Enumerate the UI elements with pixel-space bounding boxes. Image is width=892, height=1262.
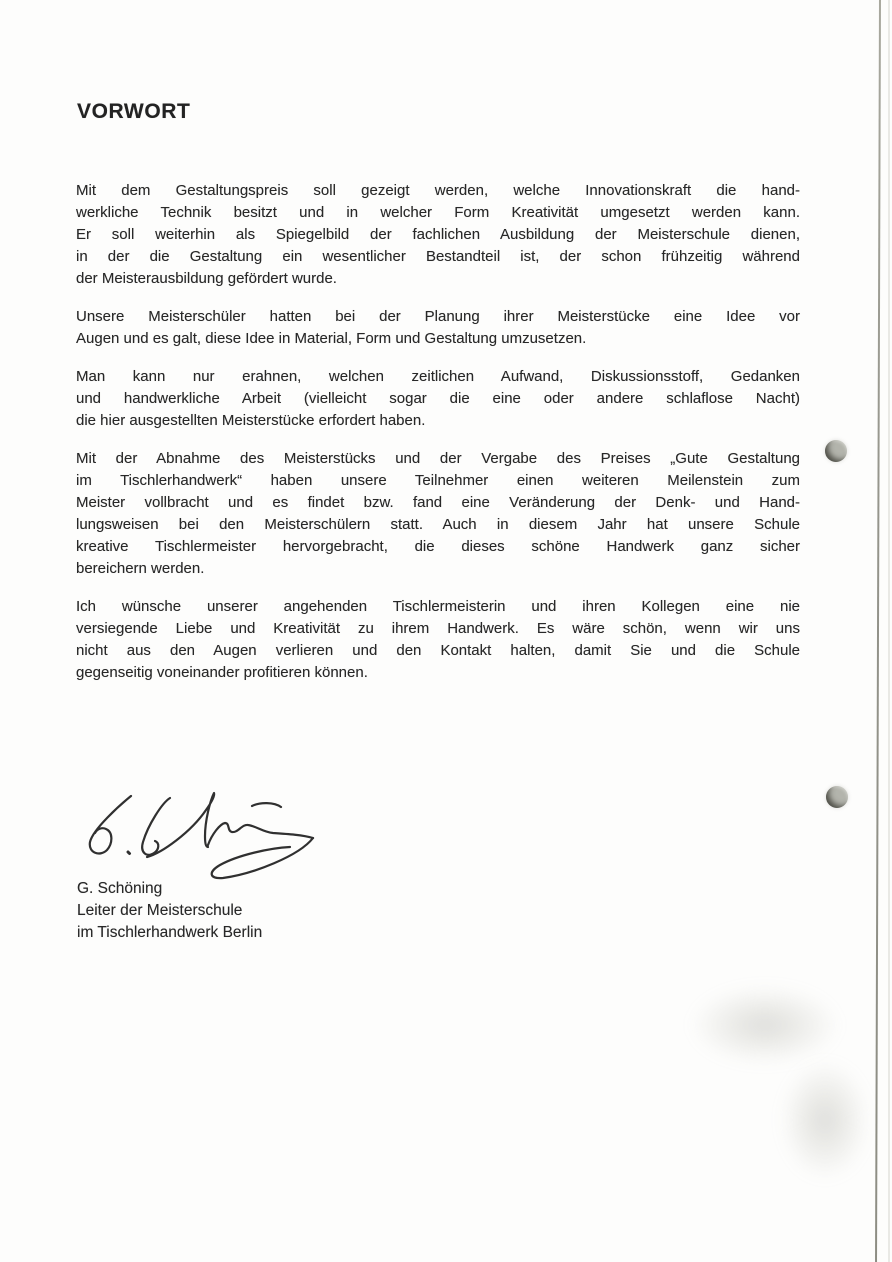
paragraph-line: Ich wünsche unserer angehenden Tischlermeisterin und ihren Kollegen eine nie [76,598,800,615]
paragraph [76,596,800,684]
hole-punch-bottom [826,786,848,808]
hole-punch-top [825,440,847,462]
paragraph-line: Mit der Abnahme des Meisterstücks und der Vergabe des Preises „Gute Gestaltung [76,450,800,467]
paragraph-line: Meister vollbracht und es findet bzw. fand eine Veränderung der Denk- und Hand- [76,494,800,511]
document-body [76,180,800,700]
paragraph-line: die hier ausgestellten Meisterstücke erfordert haben. [76,412,426,429]
paragraph-line: der Meisterausbildung gefördert wurde. [76,270,337,287]
paragraph-line: kreative Tischlermeister hervorgebracht, die dieses schöne Handwerk ganz sicher [76,538,800,555]
paragraph-line: Augen und es galt, diese Idee in Material, Form und Gestaltung umzusetzen. [76,330,587,347]
paragraph [76,448,800,580]
paragraph-line: Man kann nur erahnen, welchen zeitlichen Aufwand, Diskussionsstoff, Gedanken [76,368,800,385]
paragraph-line: nicht aus den Augen verlieren und den Kontakt halten, damit Sie und die Schule [76,642,800,659]
signature-block [77,878,262,944]
paragraph-line: Unsere Meisterschüler hatten bei der Planung ihrer Meisterstücke eine Idee vor [76,308,800,325]
paragraph [76,366,800,432]
paragraph-line: Mit dem Gestaltungspreis soll gezeigt werden, welche Innovationskraft die hand- [76,182,800,199]
paragraph-line: versiegende Liebe und Kreativität zu ihrem Handwerk. Es wäre schön, wenn wir uns [76,620,800,637]
page-edge-outer-line [888,0,890,1262]
page-title: VORWORT [77,100,191,123]
signatory-role: Leiter der Meisterschule [77,902,243,919]
paragraph-line: im Tischlerhandwerk“ haben unsere Teilnehmer einen weiteren Meilenstein zum [76,472,800,489]
signatory-name: G. Schöning [77,880,163,897]
paragraph [76,180,800,290]
scan-bleedthrough-artifact [780,1060,870,1180]
signatory-organization: im Tischlerhandwerk Berlin [77,924,263,941]
paragraph-line: lungsweisen bei den Meisterschülern statt. Auch in diesem Jahr hat unsere Schule [76,516,800,533]
paragraph [76,306,800,350]
paragraph-line: und handwerkliche Arbeit (vielleicht sogar die eine oder andere schlaflose Nacht) [76,390,800,407]
paragraph-line: in der die Gestaltung ein wesentlicher Bestandteil ist, der schon frühzeitig während [76,248,800,265]
paragraph-line: werkliche Technik besitzt und in welcher Form Kreativität umgesetzt werden kann. [76,204,800,221]
scan-bleedthrough-artifact [690,985,840,1065]
page-edge-line [875,0,881,1262]
paragraph-line: bereichern werden. [76,560,205,577]
paragraph-line: Er soll weiterhin als Spiegelbild der fachlichen Ausbildung der Meisterschule dienen, [76,226,800,243]
paragraph-line: gegenseitig voneinander profitieren können. [76,664,368,681]
